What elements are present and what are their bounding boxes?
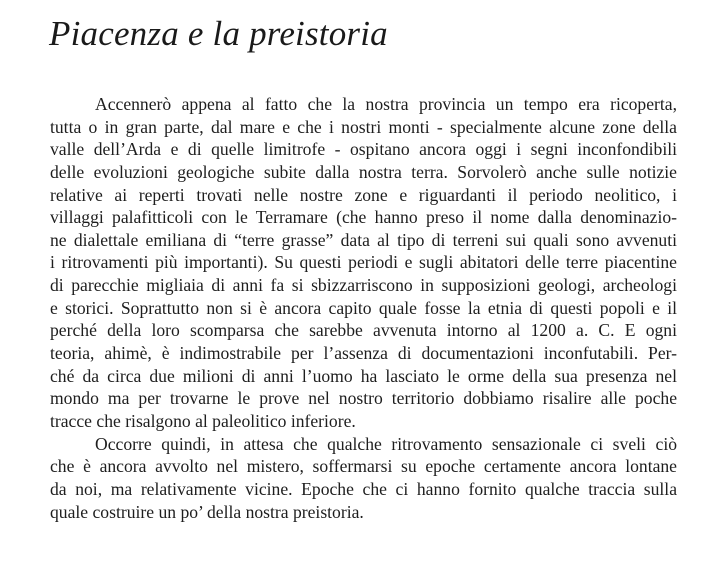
text-line: relative ai reperti trovati nelle nostre zone e riguardanti il periodo neolitico, i <box>50 184 677 205</box>
text-line: quale costruire un po’ della nostra preistoria. <box>50 501 364 522</box>
body-text <box>50 93 677 523</box>
text-line: villaggi palafitticoli con le Terramare (che hanno preso il nome dalla denominazio- <box>50 207 677 228</box>
text-line: di parecchie migliaia di anni fa si sbizzarriscono in supposizioni geologi, archeologi <box>50 275 677 296</box>
text-line: perché della loro scomparsa che sarebbe avvenuta intorno al 1200 a. C. E ogni <box>50 320 677 341</box>
text-line: Occorre quindi, in attesa che qualche ritrovamento sensazionale ci sveli ciò <box>95 433 677 454</box>
text-line: tracce che risalgono al paleolitico inferiore. <box>50 410 356 431</box>
text-line: e storici. Soprattutto non si è ancora capito quale fosse la etnia di questi popoli e il <box>50 297 677 318</box>
paragraph-2 <box>50 433 677 524</box>
text-line: da noi, ma relativamente vicine. Epoche che ci hanno fornito qualche traccia sulla <box>50 478 677 499</box>
text-line: ché da circa due milioni di anni l’uomo ha lasciato le orme della sua presenza nel <box>50 365 677 386</box>
text-line: valle dell’Arda e di quelle limitrofe - ospitano ancora oggi i segni inconfondibili <box>50 139 677 160</box>
text-line: ne dialettale emiliana di “terre grasse” data al tipo di terreni sui quali sono avvenuti <box>50 229 677 250</box>
text-line: Accennerò appena al fatto che la nostra provincia un tempo era ricoperta, <box>95 94 677 114</box>
text-line: teoria, ahimè, è indimostrabile per l’assenza di documentazioni inconfutabili. Per- <box>50 343 677 364</box>
paragraph-1 <box>50 93 677 433</box>
text-line: tutta o in gran parte, dal mare e che i nostri monti - specialmente alcune zone della <box>50 116 677 137</box>
text-line: che è ancora avvolto nel mistero, soffermarsi su epoche certamente ancora lontane <box>50 456 677 477</box>
page-title: Piacenza e la preistoria <box>49 14 388 53</box>
text-line: delle evoluzioni geologiche subite dalla nostra terra. Sorvolerò anche sulle notizie <box>50 161 677 182</box>
text-line: mondo ma per trovarne le prove nel nostro territorio dobbiamo risalire alle poche <box>50 388 677 409</box>
text-line: i ritrovamenti più importanti). Su questi periodi e sugli abitatori delle terre piacentine <box>50 252 677 273</box>
